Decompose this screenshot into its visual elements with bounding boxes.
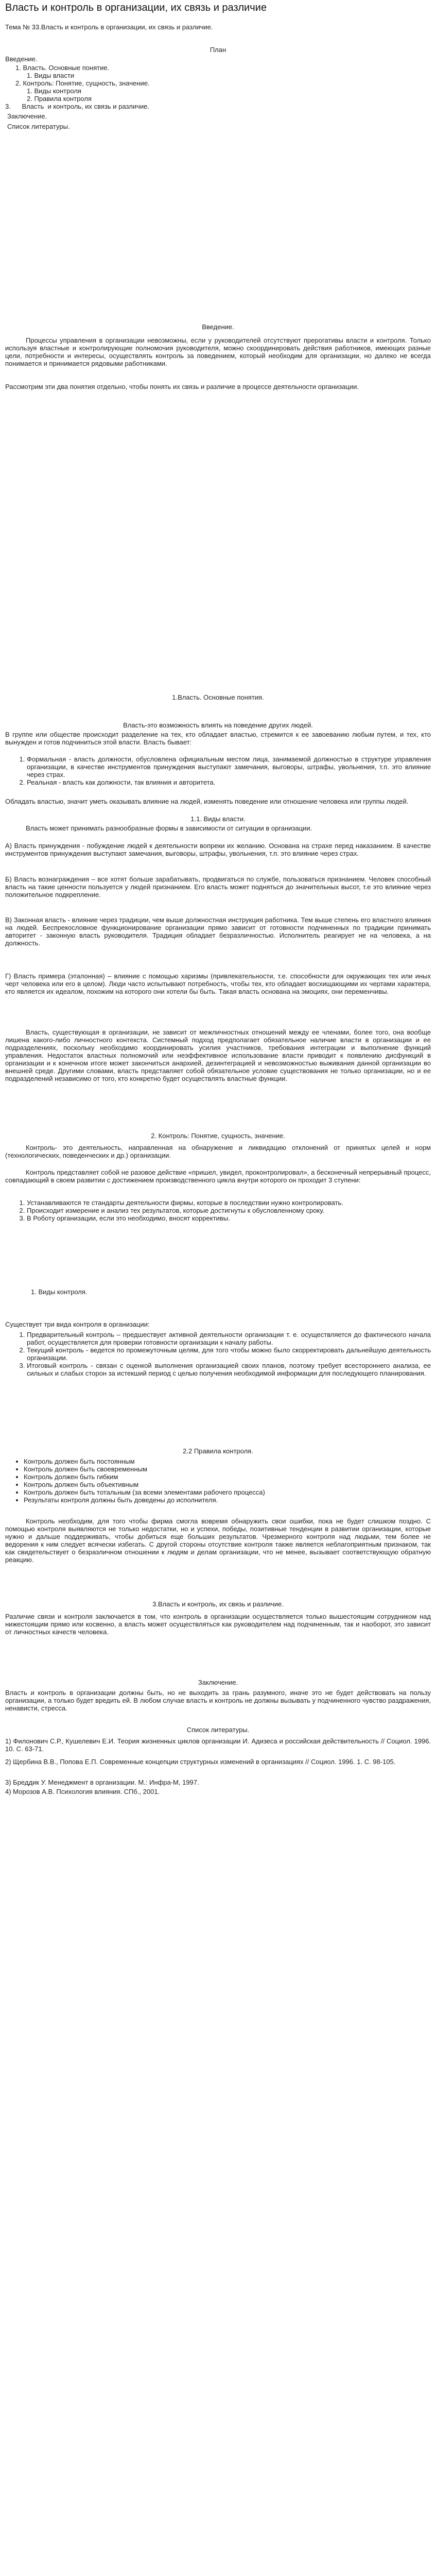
control-step-3: 3. В Роботу организации, если это необходимо, вносят коррективы. bbox=[27, 1214, 431, 1222]
control-rule-6: • Результаты контроля должны быть доведены до исполнителя. bbox=[24, 1496, 431, 1504]
topic-line: Тема № 33.Власть и контроль в организации, их связь и различие. bbox=[5, 23, 213, 31]
control-types-heading: 1. Виды контроля. bbox=[31, 1288, 88, 1296]
control-paragraph-last: Контроль необходим, для того чтобы фирма смогла вовремя обнаружить свои ошибки, пока не будет слишком поздно. С помощью контроля выявляются не только недостатки, но и успехи, победы, позитивные тенденции в развитии организации, которые нужно и дальше поддерживать, чтобы добиться еще больших результатов. Чрезмерного контроля над людьми, тем более не ведорения к ним следует всячески избегать. С другой стороны отсутствие контроля также является неблагоприятным признаком, так как свидетельствует о безразличном отношении к людям и делам организации, что не менее, вызывает соответствующую обратную реакцию. bbox=[5, 1517, 431, 1564]
power-kind-real: 2. Реальная - власть как должности, так влияния и авторитета. bbox=[27, 778, 431, 786]
plan-subitem-2-1: 1. Виды контроля bbox=[27, 87, 81, 95]
references-heading: Список литературы. bbox=[186, 1726, 250, 1734]
power-paragraph-2: В группе или обществе происходит разделение на тех, кто обладает властью, стремится к ее завоеванию любым путем, и тех, кто вынужден и готов подчиниться этой власти. Власть бывает: bbox=[5, 731, 431, 746]
power-kind-formal: 1. Формальная - власть должности, обусловлена официальным местом лица, занимаемой должностью в структуре управления организации, в качестве инструментов принуждения выступают замечания, выговоры, штрафы, увольнения, т.п. это влияние через страх. bbox=[27, 755, 431, 778]
power-kinds-list bbox=[5, 755, 431, 786]
plan-item-1: 1. Власть. Основные понятие. bbox=[15, 64, 110, 72]
control-step-2: 2. Происходит измерение и анализ тех результатов, которые достигнуты к обусловленному сроку. bbox=[27, 1207, 431, 1214]
intro-heading: Введение. bbox=[202, 323, 234, 331]
power-types-heading: 1.1. Виды власти. bbox=[190, 815, 246, 823]
power-paragraph-last: Власть, существующая в организации, не зависит от межличностных отношений между ее членами, более того, она вообще лишена какого-либо личностного контекста. Системный подход предполагает обязательное наличие власти в организации и ее подразделениях, поскольку необходимо координировать усилия участников, требования интеграции и выполнение функций управления. Недостаток властных полномочий или неэффективное использование власти приводит к появлению дисфункций в организации и к конечном итоге может закончиться анархией, дезинтеграцией и невозможностью выживания данной организации во внешней среде. Другими словами, власть представляет собой обязательное условие существования не только организации, но и ее подразделений независимо от того, кто конкретно будет осуществлять властные функции. bbox=[5, 1028, 431, 1082]
reference-4: 4) Морозов А.В. Психология влияния. СПб., 2001. bbox=[5, 1788, 160, 1795]
control-paragraph-1: Контроль- это деятельность, направленная на обнаружение и ликвидацию отклонений от принятых целей и норм (технологических, поведенческих и др.) организации. bbox=[5, 1144, 431, 1159]
reference-3: 3) Бреддик У. Менеджмент в организации. М.: Инфра-М, 1997. bbox=[5, 1778, 199, 1786]
plan-item-3: 3. Власть и контроль, их связь и различие. bbox=[5, 103, 150, 110]
control-type-current: 2. Текущий контроль - ведется по промежуточным целям, для того чтобы можно было скорректировать дальнейшую деятельность организации. bbox=[27, 1346, 431, 1362]
control-rule-3: • Контроль должен быть гибким bbox=[24, 1473, 431, 1481]
reference-2: 2) Щербина В.В., Попова Е.П. Современные концепции структурных изменений в организациях // Социол. 1996. 1. С. 98-105. bbox=[5, 1758, 396, 1766]
plan-intro: Введение. bbox=[5, 55, 38, 63]
plan-subitem-1-1: 1. Виды власти bbox=[27, 72, 75, 79]
plan-references: Список литературы. bbox=[7, 123, 70, 130]
control-rule-1: • Контроль должен быть постоянным bbox=[24, 1458, 431, 1465]
plan-subitem-2-2: 2. Правила контроля bbox=[27, 95, 92, 103]
page-title: Власть и контроль в организации, их связь и различие bbox=[5, 2, 267, 13]
control-rules-list bbox=[5, 1458, 431, 1504]
power-type-v: В) Законная власть - влияние через традиции, чем выше должностная инструкция работника. Тем выше степень его властного влияния на людей. Беспрекословное функционирование организации прямо зависит от готовности подчиненных по традиции принимать авторитет - законную власть руководителя. Традиция обладает безразличностью. Исполнитель реагирует не на человека, а на должность. bbox=[5, 916, 431, 947]
plan-heading: План bbox=[210, 46, 226, 54]
control-rule-4: • Контроль должен быть объективным bbox=[24, 1481, 431, 1488]
relation-paragraph: Различие связи и контроля заключается в том, что контроль в организации осуществляется только вышестоящим сотрудником над нижестоящим прямо или косвенно, а власть может осуществляться как руководителем над подчиненным, так и наоборот, это зависит от личностных качеств человека. bbox=[5, 1613, 431, 1636]
power-heading: 1.Власть. Основные понятия. bbox=[172, 693, 264, 701]
plan-list bbox=[15, 64, 273, 103]
conclusion-heading: Заключение. bbox=[198, 1679, 238, 1686]
control-types-intro: Существует три вида контроля в организации: bbox=[5, 1320, 150, 1328]
conclusion-paragraph: Власть и контроль в организации должны быть, но не выходить за грань разумного, иначе это не будет действовать на пользу организации, а только будет вредить ей. В любом случае власть и контроль не должны вызывать у подчиненного чувство раздражения, ненависти, стресса. bbox=[5, 1689, 431, 1712]
control-rules-heading: 2.2 Правила контроля. bbox=[183, 1447, 253, 1455]
control-steps-list bbox=[5, 1199, 431, 1222]
plan-conclusion: Заключение. bbox=[7, 112, 47, 120]
power-type-a: А) Власть принуждения - побуждение людей к деятельности вопреки их желанию. Основана на страхе перед наказанием. В качестве инструментов принуждения выступают замечания, выговоры, штрафы, увольнения, т.п. это влияние через страх. bbox=[5, 842, 431, 857]
control-rule-2: • Контроль должен быть своевременным bbox=[24, 1465, 431, 1473]
control-heading: 2. Контроль: Понятие, сущность, значение. bbox=[151, 1132, 285, 1140]
power-type-b: Б) Власть вознаграждения – все хотят больше зарабатывать, продвигаться по службе, пользоваться признанием. Человек способный власть на такие ценности пользуется у людей признанием. Его власть может подняться до значительных высот, т.е это влияние через положительное подкрепление. bbox=[5, 875, 431, 899]
control-type-preliminary: 1. Предварительный контроль – предшествует активной деятельности организации т. е. осуществляется до фактического начала работ, осуществляется для проверки готовности организации к началу работы. bbox=[27, 1331, 431, 1346]
power-paragraph-3: Обладать властью, значит уметь оказывать влияние на людей, изменять поведение или отношение человека или группы людей. bbox=[5, 798, 409, 805]
power-types-intro: Власть может принимать разнообразные формы в зависимости от ситуации в организации. bbox=[26, 824, 312, 832]
control-step-1: 1. Устанавливаются те стандарты деятельности фирмы, которые в последствии нужно контролировать. bbox=[27, 1199, 431, 1207]
reference-1: 1) Филонович С.Р., Кушелевич Е.И. Теория жизненных циклов организации И. Адизеса и российская действительность // Социол. 1996. 10. С. 63-71. bbox=[5, 1737, 431, 1753]
plan-item-2: 2. Контроль: Понятие, сущность, значение. bbox=[15, 79, 150, 87]
intro-paragraph-2: Рассмотрим эти два понятия отдельно, чтобы понять их связь и различие в процессе деятельности организации. bbox=[5, 383, 359, 391]
control-type-final: 3. Итоговый контроль - связан с оценкой выполнения организацией своих планов, поэтому требует всестороннего анализа, ее сильных и слабых сторон за истекший период с целью получения необходимой информации для последующего планирования. bbox=[27, 1362, 431, 1377]
relation-heading: 3.Власть и контроль, их связь и различие. bbox=[152, 1600, 284, 1608]
power-definition: Власть-это возможность влиять на поведение других людей. bbox=[123, 721, 313, 729]
power-type-g: Г) Власть примера (эталонная) – влияние с помощью харизмы (привлекательности, т.е. способности для окружающих тех или иных черт человека или его в целом). Люди часто испытывают потребность, чтобы тех, кто обладает восхищающими их чертами характера, кто является их идеалом, похожим на которого они хотели бы быть. Такая власть основана на эмоциях, они переменчивы. bbox=[5, 972, 431, 995]
intro-paragraph-1: Процессы управления в организации невозможны, если у руководителей отсутствуют прерогативы власти и контроля. Только используя властные и контролирующие полномочия руководителя, можно скоординировать действия работников, имеющих разные цели, потребности и интересы, осуществлять контроль за поведением, который необходим для организации, но далеко не всегда понимается и принимается рядовыми работниками. bbox=[5, 336, 431, 367]
control-types-list bbox=[5, 1331, 431, 1377]
control-rule-5: • Контроль должен быть тотальным (за всеми элементами рабочего процесса) bbox=[24, 1488, 431, 1496]
control-paragraph-2: Контроль представляет собой не разовое действие «пришел, увидел, проконтролировал», а бесконечный непрерывный процесс, совпадающий в своем развитии с достижением производственного цикла внутри которого он проходит 3 ступени: bbox=[5, 1168, 431, 1184]
